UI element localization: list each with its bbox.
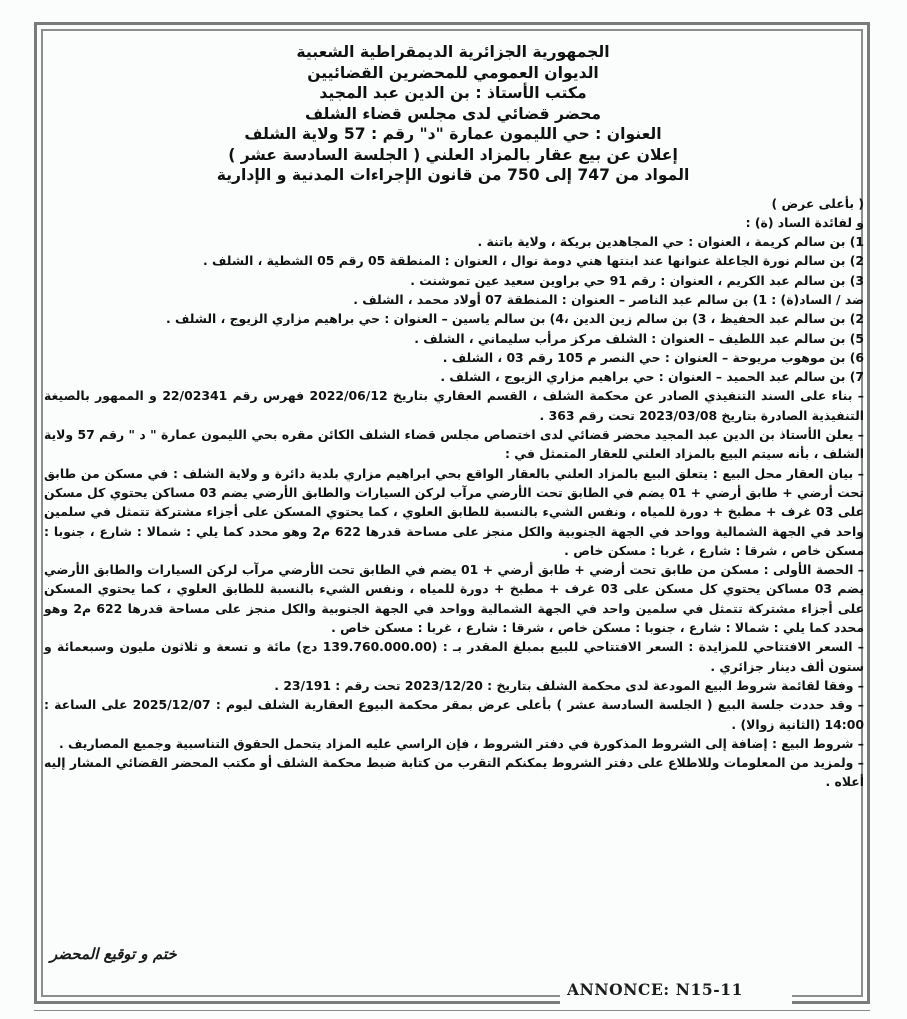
defendant-item: 7) بن سالم عبد الحميد – العنوان : حي براهيم مزاري الزيوج ، الشلف . xyxy=(440,369,864,385)
defendant-item: 2) بن سالم عبد الحفيظ ، 3) بن سالم زين الدين ،4) بن سالم ياسين – العنوان : حي براهيم مزاري الزيوج ، الشلف . xyxy=(165,311,864,327)
paragraph-enforcement-title: – بناء على السند التنفيذي الصادر عن محكمة الشلف ، القسم العقاري بتاريخ 2022/06/12 فهرس رقم 22/02341 و الممهور بالصيغة التنفيذية الصادرة بتاريخ 2023/03/08 تحت رقم 363 . xyxy=(44,388,864,423)
header-address: العنوان : حي الليمون عمارة "د" رقم : 57 ولاية الشلف xyxy=(244,125,662,143)
highest-offer: ( بأعلى عرض ) xyxy=(771,195,864,211)
announcement-body xyxy=(40,194,866,792)
header-republic: الجمهورية الجزائرية الديمقراطية الشعبية xyxy=(296,43,610,61)
beneficiary-item: 1) بن سالم كريمة ، العنوان : حي المجاهدين بريكة ، ولاية باتنة . xyxy=(477,234,864,250)
announcement-header xyxy=(40,42,866,186)
header-announcement-title: إعلان عن بيع عقار بالمزاد العلني ( الجلسة السادسة عشر ) xyxy=(228,145,678,164)
header-legal-articles: المواد من 747 إلى 750 من قانون الإجراءات المدنية و الإدارية xyxy=(216,166,690,184)
paragraph-session-date: – وقد حددت جلسة البيع ( الجلسة السادسة عشر ) بأعلى عرض بمقر محكمة البيوع العقارية الشلف ليوم : 2025/12/07 على الساعة : 14:00 (الثانية زوالا) . xyxy=(44,697,865,732)
paragraph-first-lot: – الحصة الأولى : مسكن من طابق تحت أرضي + طابق أرضي + 01 يضم في الطابق تحت الأرضي مرآب لركن السيارات والطابق الأرضي يضم 03 مساكن يحتوي كل مسكن على 03 غرف + مطبخ + دورة للمياه ، ونفس الشيء بالنسبة للطابق العلوي ، كما يحتوي المسكن على أجزاء مشتركة تتمثل في سلمين واحد في الجهة الشمالية وواحد في الجهة الجنوبية والكل منجز على مساحة قدرها 622 م2 وهو محدد كما يلي : شمالا : شارع ، جنوبا : مسكن خاص ، شرقا : شارع ، غربا : مسكن خاص . xyxy=(44,562,865,636)
paragraph-opening-price: – السعر الافتتاحي للمزايدة : السعر الافتتاحي للبيع بمبلغ المقدر بـ : (139.760.000.00 دج) مائة و تسعة و ثلاثون مليون وسبعمائة و ستون ألف دينار جزائري . xyxy=(44,639,864,674)
paragraph-sale-conditions: – شروط البيع : إضافة إلى الشروط المذكورة في دفتر الشروط ، فإن الراسي عليه المزاد يتحمل الحقوق التناسبية وجميع المصاريف . xyxy=(59,735,864,751)
beneficiary-item: 3) بن سالم عبد الكريم ، العنوان : رقم 91 حي براوين سعيد عين تموشنت . xyxy=(410,272,864,288)
beneficiary-item: 2) بن سالم نورة الجاعلة عنوانها عند ابنتها هني دومة نوال ، العنوان : المنطقة 05 رقم 05 الشطية ، الشلف . xyxy=(202,253,864,269)
defendant-item: ضد / الساد(ة) : 1) بن سالم عبد الناصر – العنوان : المنطقة 07 أولاد محمد ، الشلف . xyxy=(353,291,864,307)
bottom-rule xyxy=(34,1010,870,1011)
announcement xyxy=(40,42,866,792)
beneficiaries-intro: و لفائدة الساد (ة) : xyxy=(745,214,864,230)
header-bailiff-office: مكتب الأستاذ : بن الدين عبد المجيد xyxy=(319,84,587,102)
annonce-number: ANNONCE: N15-11 xyxy=(563,980,747,999)
paragraph-more-info: – ولمزيد من المعلومات وللاطلاع على دفتر الشروط يمكنكم التقرب من كتابة ضبط محكمة الشلف أو مكتب المحضر القضائي المشار إليه أعلاه . xyxy=(44,755,864,790)
paragraph-property-description: – بيان العقار محل البيع : يتعلق البيع بالمزاد العلني بالعقار الواقع بحي ابراهيم مزاري بلدية دائرة و ولاية الشلف : في مسكن من طابق تحت أرضي + طابق أرضي + 01 يضم في الطابق تحت الأرضي مرآب لركن السيارات والطابق الأرضي يضم 03 مساكن يحتوي كل مسكن على 03 غرف + مطبخ + دورة للمياه ، ونفس الشيء بالنسبة للطابق العلوي ، كما يحتوي المسكن على أجزاء مشتركة تتمثل في سلمين واحد في الجهة الشمالية وواحد في الجهة الجنوبية والكل منجز على مساحة قدرها 622 م2 وهو محدد كما يلي : شمالا : شارع ، جنوبا : مسكن خاص ، شرقا : شارع ، غربا : مسكن خاص . xyxy=(44,465,864,558)
defendant-item: 5) بن سالم عبد اللطيف – العنوان : الشلف مركز مرأب سليماني ، الشلف . xyxy=(414,330,864,346)
defendant-item: 6) بن موهوب مريوحة – العنوان : حي النصر م 105 رقم 03 ، الشلف . xyxy=(442,349,864,365)
header-bailiff-title: محضر قضائي لدى مجلس قضاء الشلف xyxy=(304,104,602,123)
header-office: الديوان العمومي للمحضرين القضائيين xyxy=(307,63,599,82)
paragraph-announcement: – يعلن الأستاذ بن الدين عبد المجيد محضر قضائي لدى اختصاص مجلس قضاء الشلف الكائن مقره بحي الليمون عمارة " د " رقم 57 ولاية الشلف ، بأنه سيتم البيع بالمزاد العلني للعقار المتمثل في : xyxy=(44,427,864,462)
paragraph-conditions-list: – وفقا لقائمة شروط البيع المودعة لدى محكمة الشلف بتاريخ : 2023/12/20 تحت رقم : 23/191 . xyxy=(274,677,864,693)
signature-label: ختم و توقيع المحضر xyxy=(50,945,177,963)
